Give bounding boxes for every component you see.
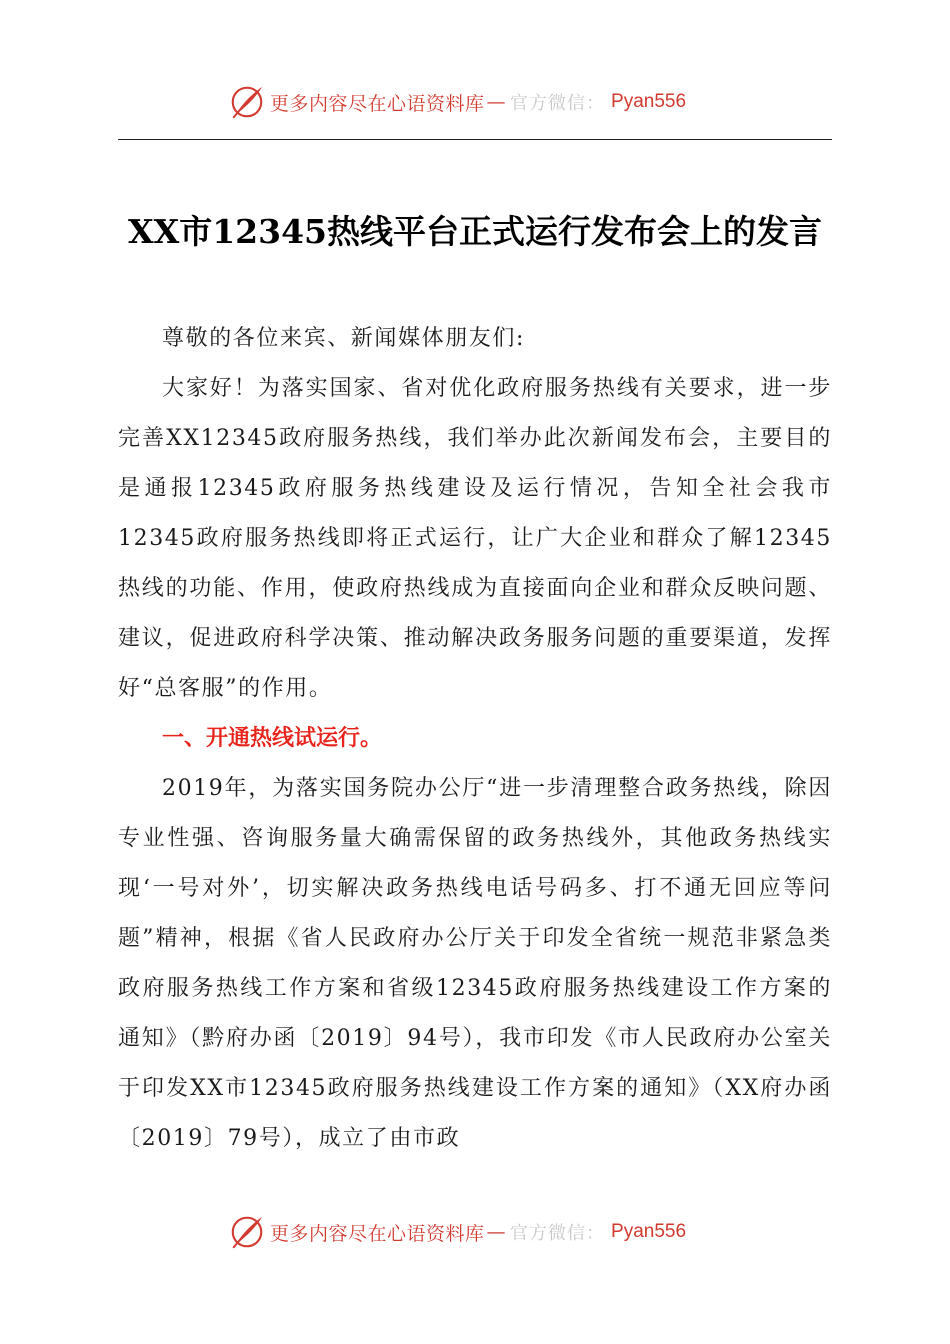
- watermark-text: 更多内容尽在心语资料库: [270, 92, 485, 115]
- salutation: 尊敬的各位来宾、新闻媒体朋友们:: [162, 326, 526, 351]
- header-divider: [118, 139, 832, 140]
- watermark-wechat-id: Pyan556: [611, 1221, 687, 1242]
- watermark-wechat-label: 官方微信：: [510, 93, 606, 114]
- header-watermark: [0, 78, 950, 126]
- document-title: XX市12345热线平台正式运行发布会上的发言: [127, 212, 822, 252]
- document-body: [118, 314, 832, 1164]
- quill-logo-icon: [228, 1213, 266, 1251]
- watermark-brand: [228, 1212, 686, 1252]
- watermark-wechat-id: Pyan556: [611, 91, 687, 112]
- paragraph-2: 2019年，为落实国务院办公厅“进一步清理整合政务热线，除因专业性强、咨询服务量大确需保留的政务热线外，其他政务热线实现‘一号对外’，切实解决政务热线电话号码多、打不通无回应等问题”精神，根据《省人民政府办公厅关于印发全省统一规范非紧急类政府服务热线工作方案和省级12345政府服务热线建设工作方案的通知》（黔府办函〔2019〕94号），我市印发《市人民政府办公室关于印发XX市12345政府服务热线建设工作方案的通知》（XX府办函〔2019〕79号），成立了由市政: [118, 776, 832, 1151]
- quill-logo-icon: [228, 83, 266, 121]
- watermark-wechat-label: 官方微信：: [510, 1223, 606, 1244]
- watermark-text: 更多内容尽在心语资料库: [270, 1222, 485, 1245]
- watermark-dash: —: [486, 1221, 507, 1243]
- paragraph-1: 大家好！为落实国家、省对优化政府服务热线有关要求，进一步完善XX12345政府服务热线，我们举办此次新闻发布会，主要目的是通报12345政府服务热线建设及运行情况，告知全社会我市12345政府服务热线即将正式运行，让广大企业和群众了解12345热线的功能、作用，使政府热线成为直接面向企业和群众反映问题、建议，促进政府科学决策、推动解决政务服务问题的重要渠道，发挥好“总客服”的作用。: [118, 376, 832, 701]
- footer-watermark: [0, 1208, 950, 1256]
- section-heading-1: 一、开通热线试运行。: [162, 726, 383, 751]
- watermark-dash: —: [486, 91, 507, 113]
- watermark-brand: [228, 82, 686, 122]
